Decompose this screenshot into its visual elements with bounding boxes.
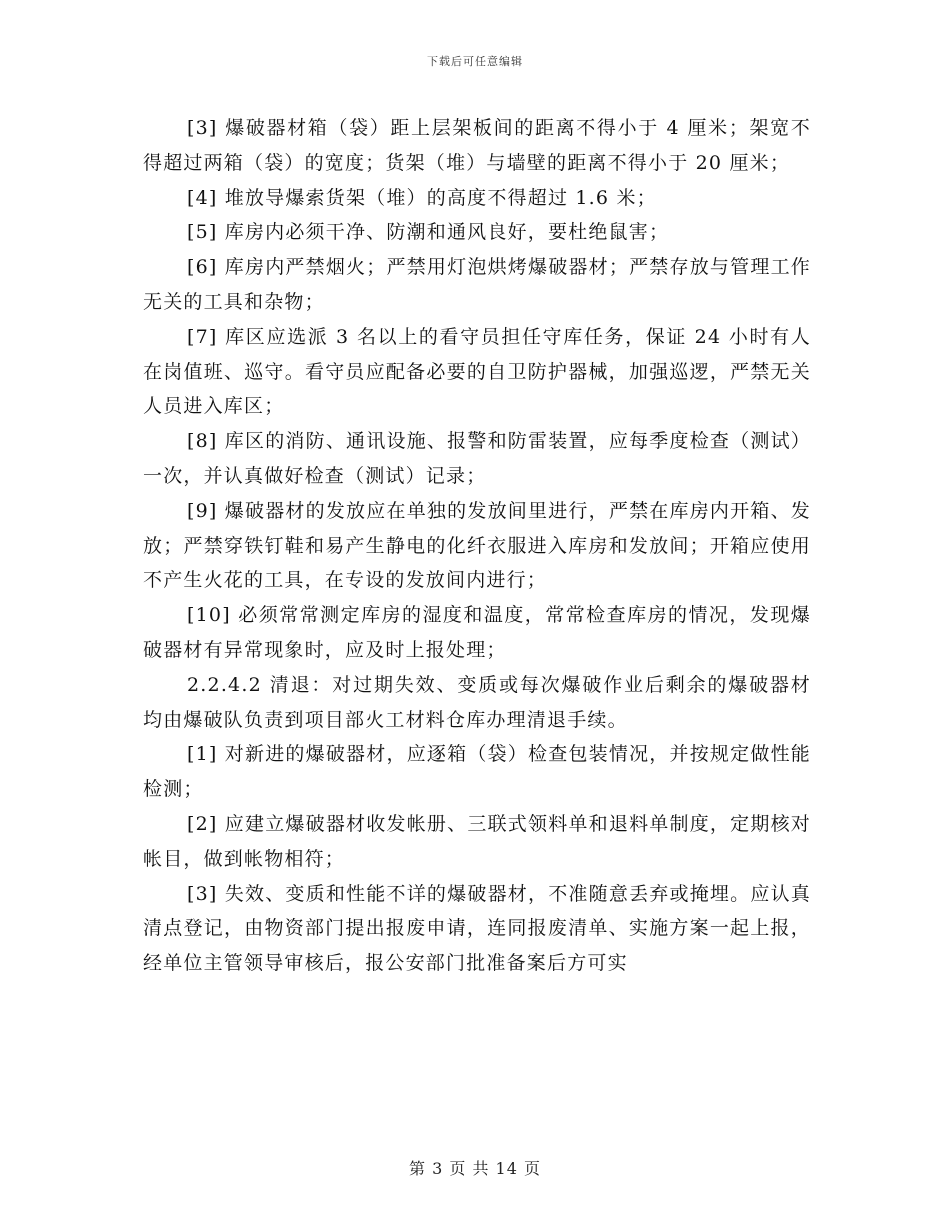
paragraph: [4] 堆放导爆索货架（堆）的高度不得超过 1.6 米； bbox=[187, 186, 657, 209]
paragraph: [9] 爆破器材的发放应在单独的发放间里进行，严禁在库房内开箱、发放；严禁穿铁钉鞋和易产生静电的化纤衣服进入库房和发放间；开箱应使用不产生火花的工具，在专设的发放间内进行； bbox=[143, 499, 811, 592]
paragraph: [6] 库房内严禁烟火；严禁用灯泡烘烤爆破器材；严禁存放与管理工作无关的工具和杂物； bbox=[143, 256, 811, 313]
page-number-footer: 第 3 页 共 14 页 bbox=[409, 1159, 541, 1178]
paragraph: 2.2.4.2 清退：对过期失效、变质或每次爆破作业后剩余的爆破器材均由爆破队负责到项目部火工材料仓库办理清退手续。 bbox=[143, 673, 811, 731]
paragraph: [5] 库房内必须干净、防潮和通风良好，要杜绝鼠害； bbox=[187, 221, 670, 244]
paragraph: [8] 库区的消防、通讯设施、报警和防雷装置，应每季度检查（测试）一次，并认真做好检查（测试）记录； bbox=[143, 430, 811, 487]
paragraph: [10] 必须常常测定库房的湿度和温度，常常检查库房的情况，发现爆破器材有异常现象时，应及时上报处理； bbox=[143, 604, 811, 661]
page-header-note: 下载后可任意编辑 bbox=[427, 55, 523, 68]
document-body bbox=[143, 111, 811, 981]
paragraph: [3] 爆破器材箱（袋）距上层架板间的距离不得小于 4 厘米；架宽不得超过两箱（袋）的宽度；货架（堆）与墙壁的距离不得小于 20 厘米； bbox=[143, 117, 811, 174]
paragraph: [2] 应建立爆破器材收发帐册、三联式领料单和退料单制度，定期核对帐目，做到帐物相符； bbox=[143, 812, 811, 870]
paragraph: [7] 库区应选派 3 名以上的看守员担任守库任务，保证 24 小时有人在岗值班、巡守。看守员应配备必要的自卫防护器械，加强巡逻，严禁无关人员进入库区； bbox=[143, 325, 811, 418]
paragraph: [3] 失效、变质和性能不详的爆破器材，不准随意丢弃或掩埋。应认真清点登记，由物资部门提出报废申请，连同报废清单、实施方案一起上报，经单位主管领导审核后，报公安部门批准备案后方可实 bbox=[143, 882, 811, 975]
paragraph: [1] 对新进的爆破器材，应逐箱（袋）检查包装情况，并按规定做性能检测； bbox=[143, 743, 811, 801]
